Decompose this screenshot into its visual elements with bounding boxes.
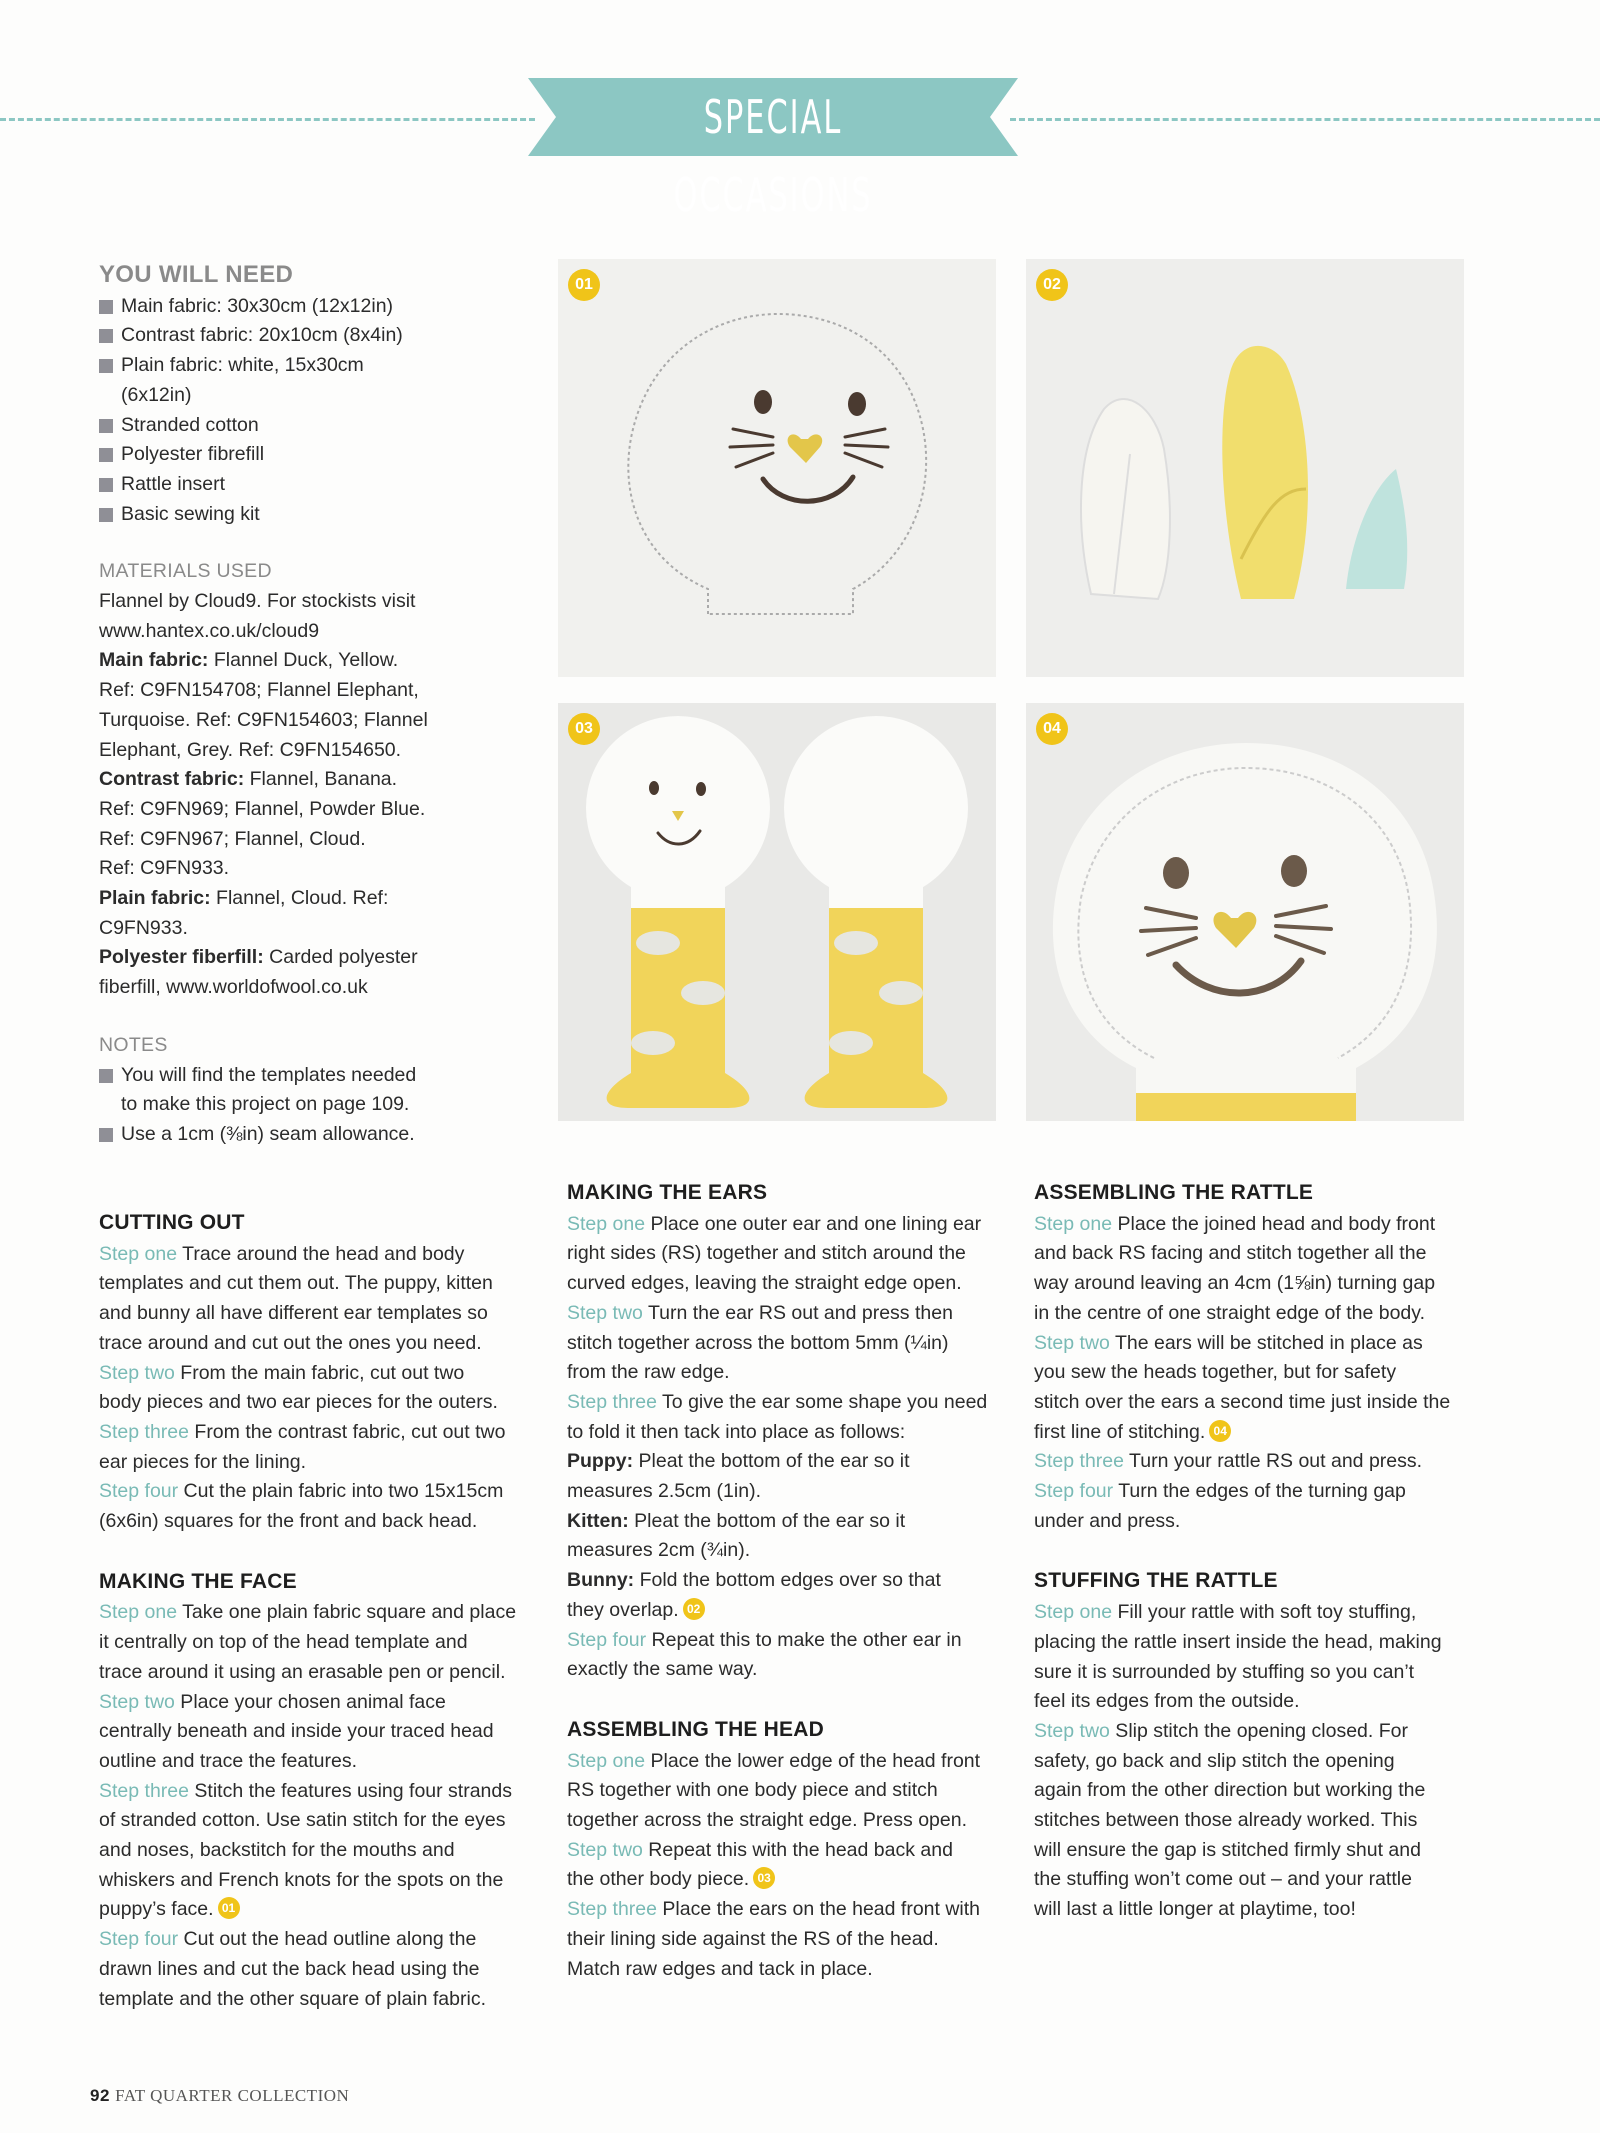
list-item: Polyester fibrefill: [99, 440, 529, 470]
assembling-rattle-heading: ASSEMBLING THE RATTLE: [1034, 1181, 1314, 1204]
materials-used-text: Flannel by Cloud9. For stockists visit www.hantex.co.uk/cloud9 Main fabric: Flannel Duck, Yellow. Ref: C9FN154708; Flannel Elephant, Turquoise. Ref: C9FN154603; Flannel Elephant, Grey. Ref: C9FN154650. Contrast fabric: Flannel, Banana. Ref: C9FN969; Flannel, Powder Blue. Ref: C9FN967; Flannel, Cloud. Ref: C9FN933. Plain fabric: Flannel, Cloud. Ref: C9FN933. Polyester fiberfill: Carded polyester fiberfill, www.worldofwool.co.uk: [99, 590, 428, 999]
list-item: Use a 1cm (⅜in) seam allowance.: [99, 1120, 529, 1150]
bullet-square-icon: [99, 1069, 113, 1083]
list-item: Rattle insert: [99, 470, 529, 500]
bullet-square-icon: [99, 419, 113, 433]
banner-title: SPECIAL OCCASIONS: [673, 90, 873, 222]
making-ears-heading: MAKING THE EARS: [567, 1181, 768, 1204]
photo-ref-badge: 02: [683, 1598, 705, 1620]
list-item: Basic sewing kit: [99, 500, 529, 530]
photo-ref-badge: 04: [1209, 1420, 1231, 1442]
head-and-body-pieces-image: [558, 703, 996, 1121]
stuffing-rattle-heading: STUFFING THE RATTLE: [1034, 1569, 1278, 1593]
bullet-square-icon: [99, 448, 113, 462]
photo-ref-badge: 03: [753, 1867, 775, 1889]
photo-step-01: [558, 259, 996, 677]
photo-number-badge: 01: [568, 269, 600, 301]
assembling-rattle-section: ASSEMBLING THE RATTLE Step one Place the joined head and body front and back RS facing and stitch together all the way around leaving an 4cm (1⅝in) turning gap in the centre of one straight edge of the body. Step two The ears will be stitched in place as you sew the heads together, but for safety stitch over the ears a second time just inside the first line of stitching. 04 Step three Turn your rattle RS out and press. Step four Turn the edges of the turning gap under and press. STUFFING THE RATTLE Step one Fill your rattle with soft toy stuffing, placing the rattle insert inside the head, making sure it is surrounded by stuffing so you can’t feel its edges from the outside. Step two Slip stitch the opening closed. For safety, go back and slip stitch the opening again from the other direction but working the stitches between those already worked. This will ensure the gap is stitched firmly shut and the stuffing won’t come out – and your rattle will last a little longer at playtime, too!: [1034, 1178, 1484, 1925]
header-dashed-line-right: [1010, 118, 1600, 121]
cutting-out-heading: CUTTING OUT: [99, 1211, 245, 1234]
left-column: [99, 260, 529, 1150]
notes-heading: NOTES: [99, 1033, 168, 1056]
page-footer: [90, 2086, 349, 2106]
photo-number-badge: 04: [1036, 713, 1068, 745]
assembling-head-heading: ASSEMBLING THE HEAD: [567, 1717, 824, 1741]
header-dashed-line-left: [0, 118, 535, 121]
photo-step-04: [1026, 703, 1464, 1121]
list-item-continuation: (6x12in): [121, 383, 192, 406]
list-item-continuation: to make this project on page 109.: [121, 1093, 410, 1116]
notes-list: [99, 1061, 529, 1150]
bullet-square-icon: [99, 478, 113, 492]
kitten-face-tracing-image: [558, 259, 996, 677]
list-item: Main fabric: 30x30cm (12x12in): [99, 292, 529, 322]
list-item: Contrast fabric: 20x10cm (8x4in): [99, 321, 529, 351]
page-number: 92: [90, 2086, 110, 2105]
photo-number-badge: 02: [1036, 269, 1068, 301]
publication-name: FAT QUARTER COLLECTION: [115, 2086, 350, 2105]
bullet-square-icon: [99, 359, 113, 373]
you-will-need-list: [99, 292, 529, 530]
cutting-out-section: CUTTING OUT Step one Trace around the head and body templates and cut them out. The puppy, kitten and bunny all have different ear templates so trace around and cut out the ones you need. Step two From the main fabric, cut out two body pieces and two ear pieces for the outers. Step three From the contrast fabric, cut out two ear pieces for the lining. Step four Cut the plain fabric into two 15x15cm (6x6in) squares for the front and back head. MAKING THE FACE Step one Take one plain fabric square and place it centrally on top of the head template and trace around it using an erasable pen or pencil. Step two Place your chosen animal face centrally beneath and inside your traced head outline and trace the features. Step three Stitch the features using four strands of stranded cotton. Use satin stitch for the eyes and noses, backstitch for the mouths and whiskers and French knots for the spots on the puppy’s face. 01 Step four Cut out the head outline along the drawn lines and cut the back head using the template and the other square of plain fabric.: [99, 1208, 539, 2014]
making-face-heading: MAKING THE FACE: [99, 1569, 297, 1593]
making-ears-section: MAKING THE EARS Step one Place one outer ear and one lining ear right sides (RS) together and stitch around the curved edges, leaving the straight edge open. Step two Turn the ear RS out and press then stitch together across the bottom 5mm (¼in) from the raw edge. Step three To give the ear some shape you need to fold it then tack into place as follows: Puppy: Pleat the bottom of the ear so it measures 2.5cm (1in). Kitten: Pleat the bottom of the ear so it measures 2cm (¾in). Bunny: Fold the bottom edges over so that they overlap. 02 Step four Repeat this to make the other ear in exactly the same way. ASSEMBLING THE HEAD Step one Place the lower edge of the head front RS together with one body piece and stitch together across the straight edge. Press open. Step two Repeat this with the head back and the other body piece. 03 Step three Place the ears on the head front with their lining side against the RS of the head. Match raw edges and tack in place.: [567, 1178, 1007, 1984]
bullet-square-icon: [99, 1128, 113, 1142]
bullet-square-icon: [99, 508, 113, 522]
list-item: You will find the templates needed: [99, 1061, 529, 1091]
stitched-head-image: [1026, 703, 1464, 1121]
photo-ref-badge: 01: [218, 1897, 240, 1919]
photo-step-03: [558, 703, 996, 1121]
photo-number-badge: 03: [568, 713, 600, 745]
you-will-need-heading: YOU WILL NEED: [99, 261, 294, 288]
bullet-square-icon: [99, 329, 113, 343]
ears-image: [1026, 259, 1464, 677]
section-banner: [528, 78, 1018, 222]
bullet-square-icon: [99, 300, 113, 314]
list-item: Stranded cotton: [99, 411, 529, 441]
materials-used-heading: MATERIALS USED: [99, 560, 272, 583]
photo-step-02: [1026, 259, 1464, 677]
list-item: Plain fabric: white, 15x30cm: [99, 351, 529, 381]
